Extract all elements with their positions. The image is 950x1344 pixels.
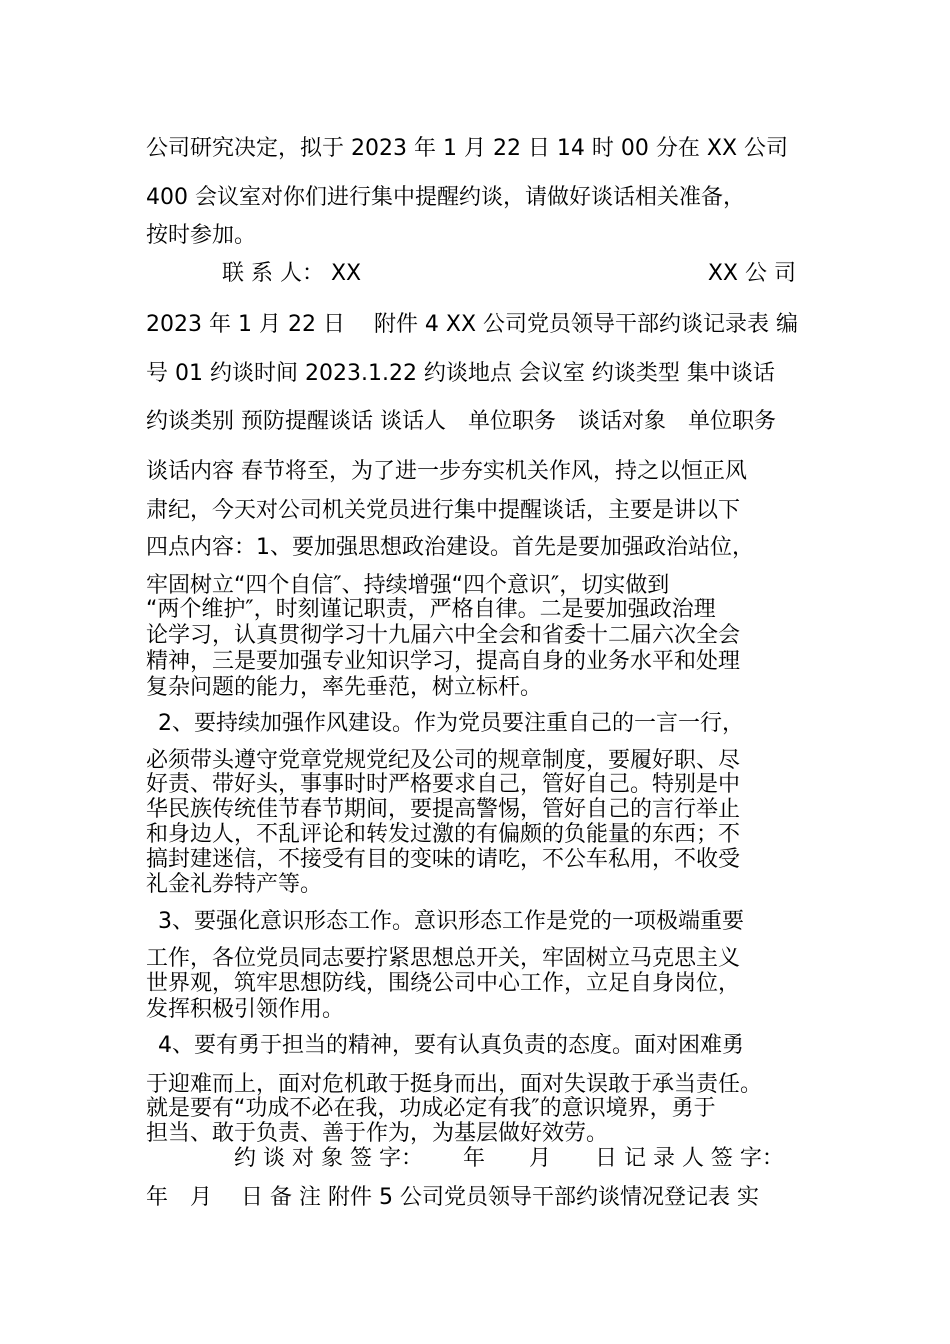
- text-line: 牢固树立“四个自信″、持续增强“四个意识″，切实做到: [146, 573, 670, 598]
- text-line: 礼金礼券特产等。: [146, 872, 323, 897]
- signature-line: 约 谈 对 象 签 字： 年 月 日 记 录 人 签 字：: [234, 1146, 784, 1171]
- text-line: 好责、带好头，事事时时严格要求自己，管好自己。特别是中: [146, 772, 741, 797]
- text-line: 谈话内容 春节将至，为了进一步夯实机关作风，持之以恒正风: [146, 459, 747, 484]
- text-line: 和身边人，不乱评论和转发过激的有偏颇的负能量的东西；不: [146, 822, 741, 847]
- text-line: 搞封建迷信，不接受有目的变味的请吃，不公车私用，不收受: [146, 847, 741, 872]
- text-line: 3、要强化意识形态工作。意识形态工作是党的一项极端重要: [158, 909, 744, 934]
- text-line: 400 会议室对你们进行集中提醒约谈，请做好谈话相关准备，: [146, 185, 745, 210]
- text-line: 发挥积极引领作用。: [146, 997, 345, 1022]
- text-line: 公司研究决定，拟于 2023 年 1 月 22 日 14 时 00 分在 XX 公司: [146, 136, 789, 161]
- text-line: 担当、敢于负责、善于作为，为基层做好效劳。: [146, 1121, 609, 1146]
- text-line: 工作，各位党员同志要拧紧思想总开关，牢固树立马克思主义: [146, 946, 741, 971]
- text-line: 就是要有“功成不必在我，功成必定有我″的意识境界，勇于: [146, 1096, 716, 1121]
- text-line: 约谈类别 预防提醒谈话 谈话人 单位职务 谈话对象 单位职务: [146, 409, 776, 434]
- text-line: 按时参加。: [146, 223, 257, 248]
- text-line: 精神，三是要加强专业知识学习，提高自身的业务水平和处理: [146, 649, 741, 674]
- text-line: 肃纪，今天对公司机关党员进行集中提醒谈话，主要是讲以下: [146, 498, 741, 523]
- text-line: 必须带头遵守党章党规党纪及公司的规章制度，要履好职、尽: [146, 748, 741, 773]
- text-line: “两个维护″，时刻谨记职责，严格自律。二是要加强政治理: [146, 597, 716, 622]
- text-line: 四点内容：1、要加强思想政治建设。首先是要加强政治站位，: [146, 535, 754, 560]
- text-line: 世界观，筑牢思想防线，围绕公司中心工作，立足自身岗位，: [146, 971, 741, 996]
- text-line: 号 01 约谈时间 2023.1.22 约谈地点 会议室 约谈类型 集中谈话: [146, 361, 775, 386]
- text-line: 2、要持续加强作风建设。作为党员要注重自己的一言一行，: [158, 711, 744, 736]
- company-line: XX 公 司: [707, 261, 796, 286]
- text-line: 于迎难而上，面对危机敢于挺身而出，面对失误敢于承当责任。: [146, 1072, 763, 1097]
- text-line: 2023 年 1 月 22 日 附件 4 XX 公司党员领导干部约谈记录表 编: [146, 312, 799, 337]
- text-line: 华民族传统佳节春节期间，要提高警惕，管好自己的言行举止: [146, 797, 741, 822]
- text-line: 年 月 日 备 注 附件 5 公司党员领导干部约谈情况登记表 实: [146, 1185, 759, 1210]
- text-line: 论学习，认真贯彻学习十九届六中全会和省委十二届六次全会: [146, 623, 741, 648]
- contact-line: 联 系 人： XX: [222, 261, 362, 286]
- text-line: 4、要有勇于担当的精神，要有认真负责的态度。面对困难勇: [158, 1033, 744, 1058]
- text-line: 复杂问题的能力，率先垂范，树立标杆。: [146, 675, 543, 700]
